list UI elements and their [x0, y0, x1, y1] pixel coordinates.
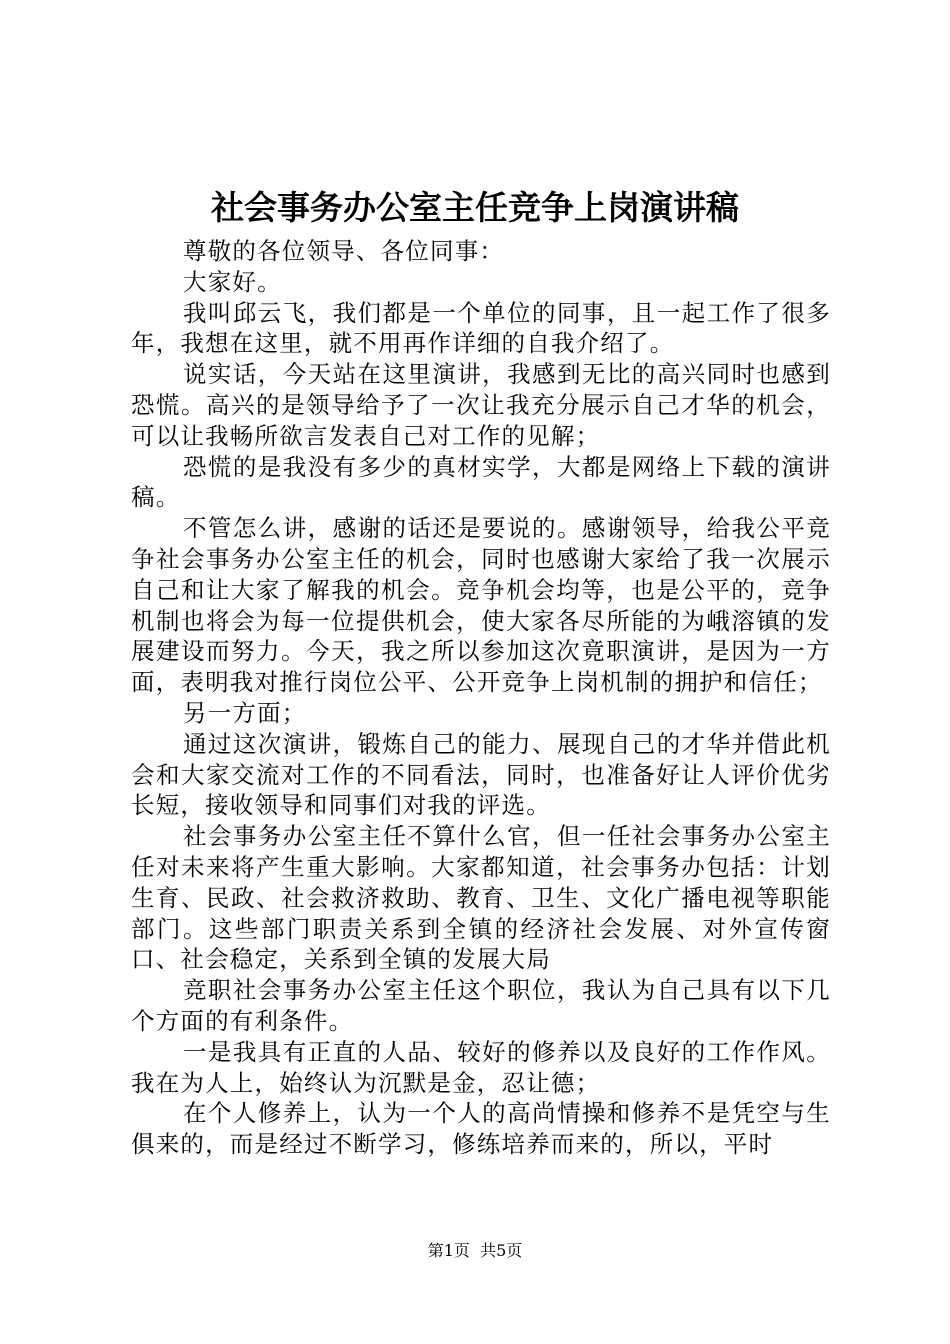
paragraph: 竞职社会事务办公室主任这个职位，我认为自己具有以下几个方面的有利条件。 — [131, 976, 831, 1035]
paragraph: 我叫邱云飞，我们都是一个单位的同事，且一起工作了很多年，我想在这里，就不用再作详细的自我介绍了。 — [131, 298, 831, 358]
paragraph: 不管怎么讲，感谢的话还是要说的。感谢领导，给我公平竞争社会事务办公室主任的机会，同时也感谢大家给了我一次展示自己和让大家了解我的机会。竞争机会均等，也是公平的，竞争机制也将会为每一位提供机会，使大家各尽所能的为峨溶镇的发展建设而努力。今天，我之所以参加这次竟职演讲，是因为一方面，表明我对推行岗位公平、公开竞争上岗机制的拥护和信任； — [131, 514, 831, 697]
page-number: 第1页 共5页 — [427, 1241, 523, 1260]
paragraph: 一是我具有正直的人品、较好的修养以及良好的工作作风。我在为人上，始终认为沉默是金，忍让德； — [131, 1037, 831, 1097]
paragraph: 社会事务办公室主任不算什么官，但一任社会事务办公室主任对未来将产生重大影响。大家都知道，社会事务办包括：计划生育、民政、社会救济救助、教育、卫生、文化广播电视等职能部门。这些部门职责关系到全镇的经济社会发展、对外宣传窗口、社会稳定，关系到全镇的发展大局 — [131, 822, 831, 974]
document-body — [131, 236, 831, 1160]
page-footer — [0, 1240, 950, 1262]
paragraph-salutation: 尊敬的各位领导、各位同事： — [183, 237, 505, 265]
paragraph: 另一方面； — [183, 698, 307, 727]
paragraph-greeting: 大家好。 — [183, 267, 282, 296]
paragraph: 恐慌的是我没有多少的真材实学，大都是网络上下载的演讲稿。 — [131, 452, 831, 512]
paragraph: 通过这次演讲，锻炼自己的能力、展现自己的才华并借此机会和大家交流对工作的不同看法，同时，也准备好让人评价优劣长短，接收领导和同事们对我的评选。 — [131, 729, 831, 820]
paragraph: 在个人修养上，认为一个人的高尚情操和修养不是凭空与生俱来的，而是经过不断学习，修练培养而来的，所以，平时 — [131, 1099, 831, 1159]
paragraph: 说实话，今天站在这里演讲，我感到无比的高兴同时也感到恐慌。高兴的是领导给予了一次让我充分展示自己才华的机会，可以让我畅所欲言发表自己对工作的见解； — [131, 360, 831, 450]
document-title: 社会事务办公室主任竞争上岗演讲稿 — [211, 188, 739, 227]
